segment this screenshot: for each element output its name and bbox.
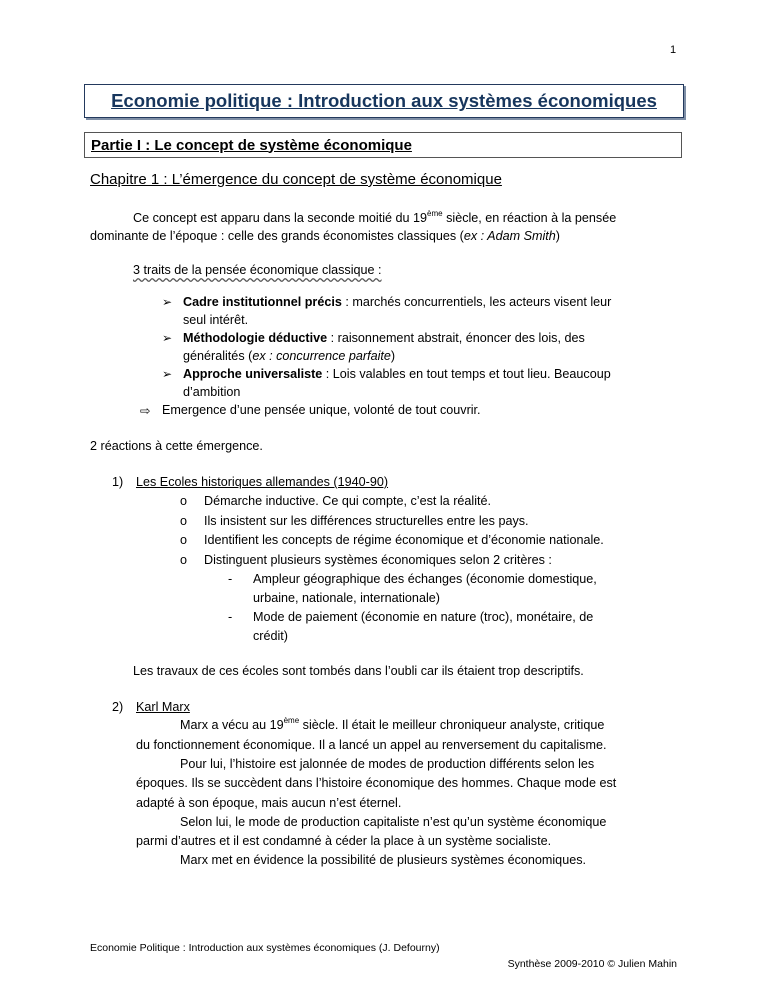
document-title-box bbox=[84, 84, 684, 118]
intro-text: Ce concept est apparu dans la seconde moitié du 19 bbox=[133, 211, 428, 225]
section-1-bullet-1: Démarche inductive. Ce qui compte, c’est la réalité. bbox=[204, 494, 491, 508]
section-2-heading: Karl Marx bbox=[136, 700, 190, 714]
superscript: ème bbox=[427, 209, 443, 218]
marx-p3-line-2: parmi d’autres et il est condamné à céder la place à un système socialiste. bbox=[136, 834, 552, 848]
trait-3-label: Approche universaliste bbox=[183, 367, 323, 381]
circle-bullet-icon: o bbox=[180, 514, 188, 528]
hollow-arrow-icon: ⇨ bbox=[140, 404, 151, 418]
part-title-box bbox=[84, 132, 682, 158]
intro-example: ex : Adam Smith bbox=[463, 229, 556, 243]
chapter-title: Chapitre 1 : L’émergence du concept de système économique bbox=[90, 171, 502, 188]
section-1-number: 1) bbox=[112, 475, 124, 489]
intro-text: ) bbox=[555, 229, 560, 243]
trait-2-cont-text: généralités ( bbox=[183, 349, 253, 363]
criterion-2-line-2: crédit) bbox=[253, 629, 288, 643]
criterion-1-line-1: Ampleur géographique des échanges (économie domestique, bbox=[253, 572, 597, 586]
traits-heading: 3 traits de la pensée économique classique : bbox=[133, 263, 382, 277]
arrow-bullet-icon: ➢ bbox=[162, 367, 173, 381]
trait-1-cont: seul intérêt. bbox=[183, 313, 249, 327]
trait-1 bbox=[183, 295, 611, 309]
marx-p2-line-1: Pour lui, l’histoire est jalonnée de modes de production différents selon les bbox=[180, 757, 595, 771]
dash-bullet-icon: - bbox=[228, 572, 233, 586]
circle-bullet-icon: o bbox=[180, 553, 188, 567]
marx-text: siècle. Il était le meilleur chroniqueur analyste, critique bbox=[299, 718, 605, 732]
document-title: Economie politique : Introduction aux systèmes économiques bbox=[111, 90, 657, 111]
intro-line-1 bbox=[133, 211, 616, 225]
trait-2-cont bbox=[183, 349, 395, 363]
section-1-closing: Les travaux de ces écoles sont tombés dans l’oubli car ils étaient trop descriptifs. bbox=[133, 664, 584, 678]
superscript: ème bbox=[283, 716, 300, 725]
page-number: 1 bbox=[670, 44, 677, 56]
circle-bullet-icon: o bbox=[180, 533, 188, 547]
dash-bullet-icon: - bbox=[228, 610, 233, 624]
trait-1-text: : marchés concurrentiels, les acteurs visent leur bbox=[341, 295, 612, 309]
trait-3-cont: d’ambition bbox=[183, 385, 241, 399]
section-1-bullet-2: Ils insistent sur les différences structurelles entre les pays. bbox=[204, 514, 529, 528]
arrow-bullet-icon: ➢ bbox=[162, 331, 173, 345]
section-1-bullet-3: Identifient les concepts de régime économique et d’économie nationale. bbox=[204, 533, 604, 547]
trait-2-text: : raisonnement abstrait, énoncer des lois, des bbox=[327, 331, 585, 345]
section-1-heading: Les Ecoles historiques allemandes (1940-90) bbox=[136, 475, 389, 489]
marx-p3-line-1: Selon lui, le mode de production capitaliste n’est qu’un système économique bbox=[180, 815, 607, 829]
trait-3 bbox=[183, 367, 611, 381]
trait-2-example: ex : concurrence parfaite bbox=[252, 349, 391, 363]
arrow-bullet-icon: ➢ bbox=[162, 295, 173, 309]
circle-bullet-icon: o bbox=[180, 494, 188, 508]
reactions-intro: 2 réactions à cette émergence. bbox=[90, 439, 263, 453]
criterion-2-line-1: Mode de paiement (économie en nature (troc), monétaire, de bbox=[253, 610, 594, 624]
intro-text: siècle, en réaction à la pensée bbox=[442, 211, 617, 225]
section-1-bullet-4: Distinguent plusieurs systèmes économiques selon 2 critères : bbox=[204, 553, 552, 567]
marx-p4-line-1: Marx met en évidence la possibilité de plusieurs systèmes économiques. bbox=[180, 853, 586, 867]
trait-1-label: Cadre institutionnel précis bbox=[183, 295, 342, 309]
conclusion: Emergence d’une pensée unique, volonté de tout couvrir. bbox=[162, 403, 481, 417]
trait-2-label: Méthodologie déductive bbox=[183, 331, 328, 345]
marx-p2-line-2: époques. Ils se succèdent dans l’histoire économique des hommes. Chaque mode est bbox=[136, 776, 617, 790]
criterion-1-line-2: urbaine, nationale, internationale) bbox=[253, 591, 440, 605]
marx-p2-line-3: adapté à son époque, mais aucun n’est éternel. bbox=[136, 796, 402, 810]
footer-author: Synthèse 2009-2010 © Julien Mahin bbox=[507, 958, 677, 970]
trait-2-cont-text: ) bbox=[390, 349, 396, 363]
marx-p1-line-2: du fonctionnement économique. Il a lancé un appel au renversement du capitalisme. bbox=[136, 738, 607, 752]
marx-text: Marx a vécu au 19 bbox=[180, 718, 284, 732]
footer-course: Economie Politique : Introduction aux systèmes économiques (J. Defourny) bbox=[90, 942, 440, 954]
intro-line-2 bbox=[90, 229, 560, 243]
trait-2 bbox=[183, 331, 585, 345]
part-title: Partie I : Le concept de système économique bbox=[91, 136, 412, 154]
marx-p1-line-1 bbox=[180, 718, 604, 732]
intro-text: dominante de l’époque : celle des grands économistes classiques ( bbox=[90, 229, 464, 243]
trait-3-text: : Lois valables en tout temps et tout lieu. Beaucoup bbox=[322, 367, 611, 381]
section-2-number: 2) bbox=[112, 700, 124, 714]
